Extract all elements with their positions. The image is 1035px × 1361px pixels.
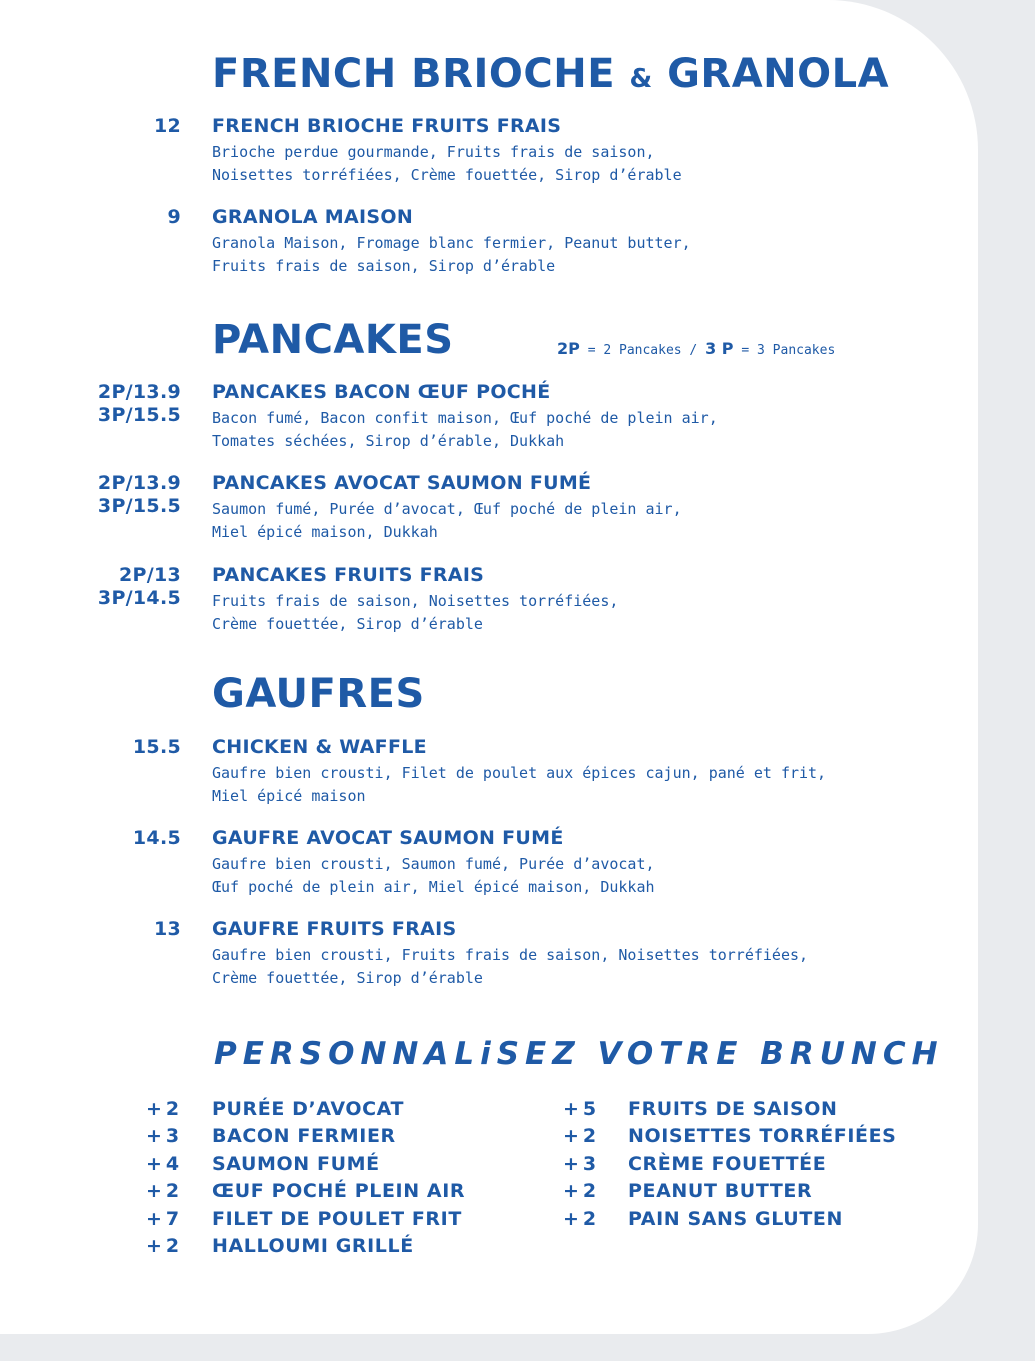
item-price: 15.5 bbox=[132, 736, 181, 758]
extra-price: +3 bbox=[146, 1125, 184, 1148]
extras-list-left bbox=[146, 1098, 526, 1262]
price-2p: 2P/13.9 bbox=[97, 381, 181, 403]
extra-name: NOISETTES TORRÉFIÉES bbox=[628, 1125, 897, 1148]
item-price: 14.5 bbox=[132, 827, 181, 849]
price-2p: 2P/13 bbox=[118, 564, 181, 586]
extra-price: +4 bbox=[146, 1152, 184, 1175]
extra-price: +2 bbox=[146, 1234, 184, 1257]
section-title-brioche bbox=[212, 51, 890, 97]
extra-name: PEANUT BUTTER bbox=[628, 1180, 813, 1203]
item-name: GAUFRE FRUITS FRAIS bbox=[212, 918, 457, 940]
price-3p: 3P/15.5 bbox=[97, 495, 181, 517]
item-price: 13 bbox=[153, 918, 181, 940]
item-name: GAUFRE AVOCAT SAUMON FUMÉ bbox=[212, 827, 564, 849]
extra-price: +2 bbox=[146, 1180, 184, 1203]
list-item bbox=[146, 1125, 526, 1152]
desc-line: Tomates séchées, Sirop d’érable, Dukkah bbox=[212, 432, 565, 450]
item-description bbox=[212, 944, 808, 990]
section-title-brunch: PERSONNALiSEZ VOTRE BRUNCH bbox=[214, 1036, 944, 1072]
desc-line: Gaufre bien crousti, Fruits frais de saison, Noisettes torréfiées, bbox=[212, 946, 809, 964]
extra-name: CRÈME FOUETTÉE bbox=[628, 1152, 827, 1175]
list-item bbox=[563, 1208, 963, 1235]
desc-line: Gaufre bien crousti, Saumon fumé, Purée d’avocat, bbox=[212, 855, 655, 873]
item-description bbox=[212, 407, 718, 453]
section-title-pancakes: PANCAKES bbox=[212, 317, 454, 363]
item-name: GRANOLA MAISON bbox=[212, 206, 414, 228]
extra-price: +7 bbox=[146, 1207, 184, 1230]
list-item bbox=[563, 1180, 963, 1207]
item-price: 12 bbox=[153, 115, 181, 137]
extras-list-right bbox=[563, 1098, 963, 1235]
desc-line: Miel épicé maison bbox=[212, 787, 366, 805]
list-item bbox=[146, 1153, 526, 1180]
list-item bbox=[563, 1153, 963, 1180]
desc-line: Saumon fumé, Purée d’avocat, Œuf poché de plein air, bbox=[212, 500, 682, 518]
extra-name: ŒUF POCHÉ PLEIN AIR bbox=[212, 1180, 466, 1203]
legend-3p: 3 P bbox=[705, 339, 734, 358]
extra-name: FRUITS DE SAISON bbox=[628, 1098, 838, 1120]
price-3p: 3P/14.5 bbox=[97, 587, 181, 609]
extra-name: PAIN SANS GLUTEN bbox=[628, 1207, 843, 1230]
desc-line: Gaufre bien crousti, Filet de poulet aux épices cajun, pané et frit, bbox=[212, 764, 827, 782]
desc-line: Crème fouettée, Sirop d’érable bbox=[212, 615, 483, 633]
legend-2p: 2P bbox=[557, 339, 580, 358]
item-name: FRENCH BRIOCHE FRUITS FRAIS bbox=[212, 115, 562, 137]
section-title-gaufres: GAUFRES bbox=[212, 671, 425, 717]
item-description bbox=[212, 590, 618, 636]
item-price bbox=[98, 381, 181, 427]
extra-name: SAUMON FUMÉ bbox=[212, 1152, 380, 1175]
pancake-size-legend bbox=[557, 339, 835, 358]
list-item bbox=[146, 1180, 526, 1207]
extra-price: +2 bbox=[563, 1180, 601, 1203]
item-description bbox=[212, 762, 826, 808]
desc-line: Bacon fumé, Bacon confit maison, Œuf poché de plein air, bbox=[212, 409, 718, 427]
desc-line: Crème fouettée, Sirop d’érable bbox=[212, 969, 483, 987]
item-description bbox=[212, 141, 682, 187]
legend-3p-text: = 3 Pancakes bbox=[741, 343, 836, 358]
item-name: PANCAKES FRUITS FRAIS bbox=[212, 564, 485, 586]
extra-price: +3 bbox=[563, 1152, 601, 1175]
extra-name: PURÉE D’AVOCAT bbox=[212, 1098, 405, 1120]
extra-price: +2 bbox=[563, 1207, 601, 1230]
item-description bbox=[212, 498, 682, 544]
title-ampersand: & bbox=[629, 64, 653, 94]
title-part2: GRANOLA bbox=[667, 51, 890, 97]
list-item bbox=[146, 1208, 526, 1235]
title-part1: FRENCH BRIOCHE bbox=[212, 51, 616, 97]
extra-price: +5 bbox=[563, 1098, 601, 1120]
desc-line: Granola Maison, Fromage blanc fermier, Peanut butter, bbox=[212, 234, 691, 252]
desc-line: Œuf poché de plein air, Miel épicé maison, Dukkah bbox=[212, 878, 655, 896]
list-item bbox=[563, 1125, 963, 1152]
extra-name: FILET DE POULET FRIT bbox=[212, 1207, 462, 1230]
desc-line: Fruits frais de saison, Noisettes torréfiées, bbox=[212, 592, 619, 610]
desc-line: Fruits frais de saison, Sirop d’érable bbox=[212, 257, 556, 275]
list-item bbox=[146, 1098, 526, 1125]
item-description bbox=[212, 232, 691, 278]
desc-line: Brioche perdue gourmande, Fruits frais de saison, bbox=[212, 143, 655, 161]
extra-price: +2 bbox=[563, 1125, 601, 1148]
item-name: CHICKEN & WAFFLE bbox=[212, 736, 427, 758]
extra-name: BACON FERMIER bbox=[212, 1125, 396, 1148]
item-price bbox=[98, 472, 181, 518]
list-item bbox=[146, 1235, 526, 1262]
item-price bbox=[98, 564, 181, 610]
desc-line: Miel épicé maison, Dukkah bbox=[212, 523, 438, 541]
price-2p: 2P/13.9 bbox=[97, 472, 181, 494]
item-name: PANCAKES AVOCAT SAUMON FUMÉ bbox=[212, 472, 592, 494]
legend-2p-text: = 2 Pancakes / bbox=[587, 343, 698, 358]
extra-price: +2 bbox=[146, 1098, 184, 1120]
extra-name: HALLOUMI GRILLÉ bbox=[212, 1234, 414, 1257]
list-item bbox=[563, 1098, 963, 1125]
item-price: 9 bbox=[167, 206, 181, 228]
item-description bbox=[212, 853, 655, 899]
item-name: PANCAKES BACON ŒUF POCHÉ bbox=[212, 381, 551, 403]
desc-line: Noisettes torréfiées, Crème fouettée, Sirop d’érable bbox=[212, 166, 682, 184]
price-3p: 3P/15.5 bbox=[97, 404, 181, 426]
